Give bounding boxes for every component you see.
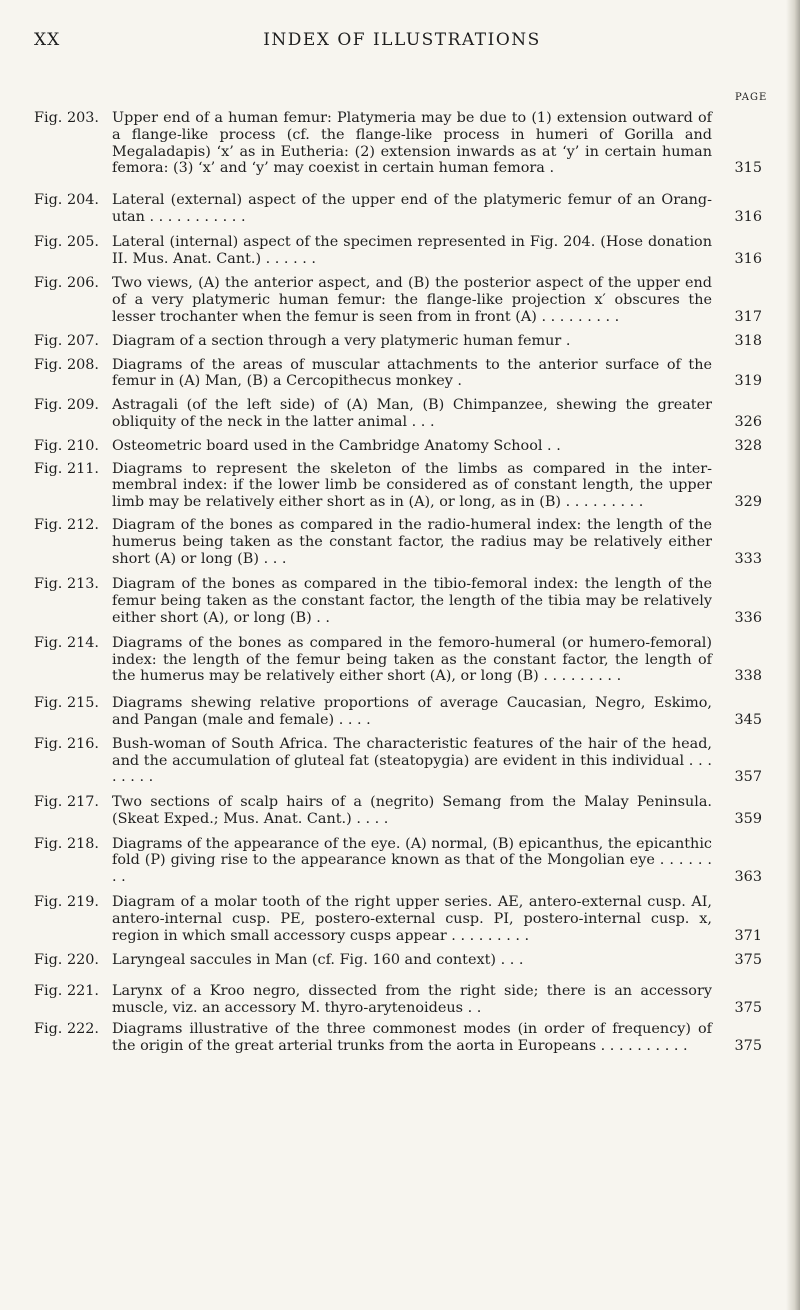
index-entry <box>34 110 774 177</box>
figure-number: Fig. 213. <box>34 576 99 593</box>
figure-number: Fig. 214. <box>34 634 99 651</box>
index-entry <box>34 234 774 268</box>
figure-number: Fig. 205. <box>34 233 99 250</box>
figure-caption: Bush-woman of South Africa. The characteristic features of the hair of the head, and the accumulation of gluteal fat (steatopygia) are evident in this individual . . . . . . . . <box>112 735 712 786</box>
figure-caption: Astragali (of the left side) of (A) Man, (B) Chimpanzee, shewing the greater obliquity of the neck in the latter animal . . . <box>112 397 712 430</box>
figure-number: Fig. 203. <box>34 110 99 126</box>
page-title: INDEX OF ILLUSTRATIONS <box>263 30 541 50</box>
index-entry <box>34 576 774 626</box>
page-reference: 319 <box>734 373 762 390</box>
figure-caption: Upper end of a human femur: Platymeria may be due to (1) extension outward of a flange-like process (cf. the flange-like process in humeri of Gorilla and Megaladapis) ‘x’ as in Eutheria: (2) extension inwards as at ‘y’ in certain human femora: (3) ‘x’ and ‘y’ may coexist in certain human femora . <box>112 110 712 177</box>
page-reference: 363 <box>734 869 762 886</box>
index-entry <box>34 333 774 350</box>
page-reference: 371 <box>734 927 762 944</box>
figure-caption: Osteometric board used in the Cambridge Anatomy School . . <box>112 437 561 454</box>
page-reference: 326 <box>734 413 762 430</box>
index-entry <box>34 517 774 567</box>
figure-caption: Lateral (internal) aspect of the specimen represented in Fig. 204. (Hose donation II. Mus. Anat. Cant.) . . . . . . <box>112 233 712 267</box>
index-entry <box>34 192 774 226</box>
index-entry <box>34 397 774 431</box>
figure-caption: Diagrams illustrative of the three commonest modes (in order of frequency) of the origin of the great arterial trunks from the aorta in Europeans . . . . . . . . . . <box>112 1020 712 1054</box>
page-reference: 338 <box>734 668 762 685</box>
page-reference: 316 <box>734 208 762 225</box>
index-entry <box>34 357 774 391</box>
figure-number: Fig. 204. <box>34 192 99 209</box>
figure-caption: Diagram of the bones as compared in the tibio-femoral index: the length of the femur being taken as the constant factor, the length of the tibia may be relatively either short (A), or long (B) . . <box>112 576 712 626</box>
figure-number: Fig. 209. <box>34 397 99 414</box>
figure-number: Fig. 215. <box>34 695 99 712</box>
figure-caption: Diagram of a molar tooth of the right upper series. AE, antero-external cusp. AI, antero-internal cusp. PE, postero-external cusp. PI, postero-internal cusp. x, region in which small accessory cusps appear . . . . . . . . . <box>112 894 712 944</box>
figure-caption: Diagrams of the appearance of the eye. (A) normal, (B) epicanthus, the epicanthic fold (P) giving rise to the appearance known as that of the Mongolian eye . . . . . . . . <box>112 835 712 886</box>
page-reference: 357 <box>734 769 762 786</box>
page-reference: 333 <box>734 550 762 567</box>
page-reference: 318 <box>734 332 762 349</box>
page-reference: 328 <box>734 437 762 454</box>
index-entry <box>34 794 774 828</box>
page-reference: 329 <box>734 494 762 511</box>
index-entry <box>34 275 774 325</box>
index-entry <box>34 952 774 969</box>
index-entry <box>34 695 774 729</box>
figure-number: Fig. 207. <box>34 332 99 349</box>
figure-number: Fig. 220. <box>34 952 99 969</box>
figure-number: Fig. 217. <box>34 794 99 811</box>
page-reference: 345 <box>734 711 762 728</box>
page-reference: 315 <box>734 160 762 177</box>
index-entry <box>34 894 774 944</box>
figure-number: Fig. 210. <box>34 437 99 454</box>
illustration-index-list <box>34 110 774 1054</box>
figure-caption: Diagrams of the bones as compared in the femoro-humeral (or humero-femoral) index: the length of the femur being taken as the constant factor, the length of the humerus may be relatively either short (A), or long (B) . . . . . . . . . <box>112 634 712 685</box>
page-reference: 316 <box>734 250 762 267</box>
page-reference: 375 <box>734 1037 762 1054</box>
figure-number: Fig. 222. <box>34 1020 99 1037</box>
page-reference: 375 <box>734 1000 762 1017</box>
page-reference: 375 <box>734 952 762 969</box>
page-number: XX <box>34 30 61 50</box>
index-entry <box>34 736 774 786</box>
page-reference: 359 <box>734 810 762 827</box>
figure-number: Fig. 208. <box>34 356 99 373</box>
figure-number: Fig. 212. <box>34 516 99 533</box>
figure-number: Fig. 211. <box>34 460 99 477</box>
figure-number: Fig. 206. <box>34 275 99 292</box>
figure-number: Fig. 221. <box>34 983 99 1000</box>
figure-caption: Larynx of a Kroo negro, dissected from the right side; there is an accessory muscle, viz. an accessory M. thyro-arytenoideus . . <box>112 983 712 1017</box>
figure-number: Fig. 219. <box>34 894 99 911</box>
index-entry <box>34 1021 774 1055</box>
figure-caption: Diagrams shewing relative proportions of average Caucasian, Negro, Eskimo, and Pangan (male and female) . . . . <box>112 695 712 728</box>
index-entry <box>34 461 774 511</box>
figure-caption: Diagrams of the areas of muscular attachments to the anterior surface of the femur in (A) Man, (B) a Cercopithecus monkey . <box>112 356 712 390</box>
figure-caption: Two views, (A) the anterior aspect, and (B) the posterior aspect of the upper end of a very platymeric human femur: the flange-like projection x′ obscures the lesser trochanter when the femur is seen from in front (A) . . . . . . . . . <box>112 275 712 325</box>
index-entry <box>34 836 774 886</box>
index-entry <box>34 983 774 1017</box>
figure-caption: Diagrams to represent the skeleton of the limbs as compared in the inter-membral index: if the lower limb be considered as of constant length, the upper limb may be relatively either short as in (A), or long, as in (B) . . . . . . . . . <box>112 460 712 511</box>
index-entry <box>34 438 774 455</box>
figure-number: Fig. 216. <box>34 735 99 752</box>
page-reference: 317 <box>734 308 762 325</box>
page-edge-shadow <box>786 0 800 1310</box>
figure-caption: Two sections of scalp hairs of a (negrito) Semang from the Malay Peninsula. (Skeat Exped.; Mus. Anat. Cant.) . . . . <box>112 794 712 827</box>
running-header <box>34 30 770 54</box>
figure-number: Fig. 218. <box>34 835 99 852</box>
page-reference: 336 <box>734 609 762 626</box>
index-entry <box>34 635 774 685</box>
page-column-label: PAGE <box>735 92 768 103</box>
figure-caption: Diagram of a section through a very platymeric human femur . <box>112 332 571 349</box>
figure-caption: Laryngeal saccules in Man (cf. Fig. 160 and context) . . . <box>112 952 524 969</box>
figure-caption: Lateral (external) aspect of the upper end of the platymeric femur of an Orang-utan . . . . . . . . . . . <box>112 192 712 225</box>
figure-caption: Diagram of the bones as compared in the radio-humeral index: the length of the humerus being taken as the constant factor, the radius may be relatively either short (A) or long (B) . . . <box>112 516 712 567</box>
